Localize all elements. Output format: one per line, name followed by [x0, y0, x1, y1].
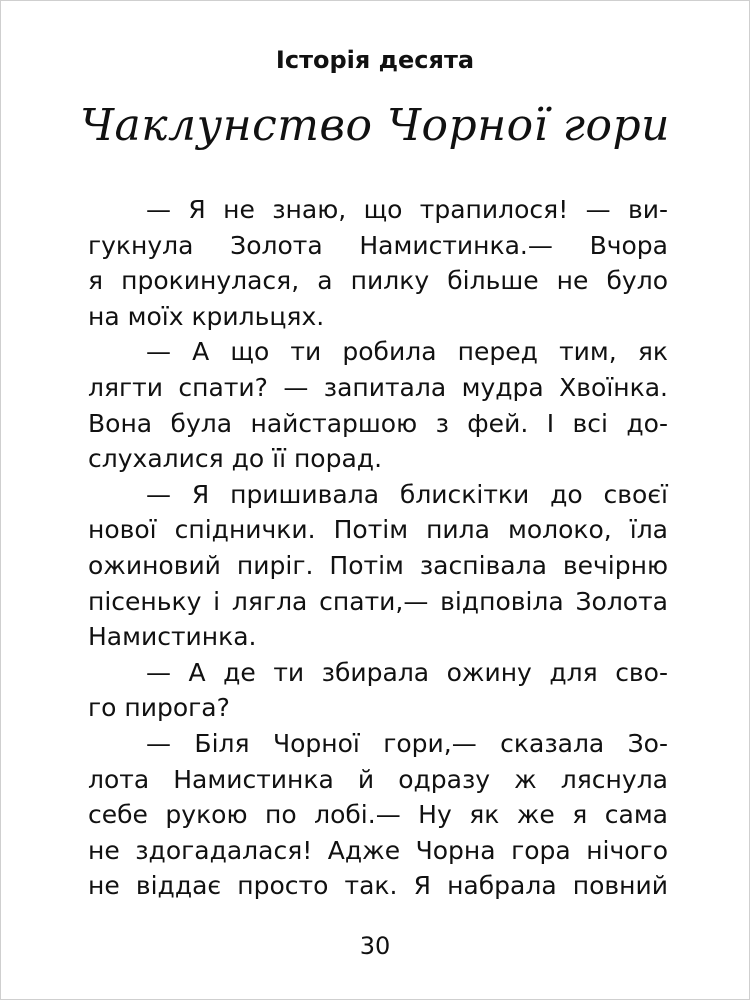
text-line: я прокинулася, а пилку більше не було	[88, 266, 668, 296]
text-line: — Я пришивала блискітки до своєї	[146, 479, 668, 509]
text-line: не віддає просто так. Я набрала повний	[88, 871, 668, 901]
text-line: себе рукою по лобі.— Ну як же я сама	[88, 800, 668, 830]
story-title: Чаклунство Чорної гори	[80, 100, 670, 151]
text-line: не здогадалася! Адже Чорна гора нічого	[88, 835, 668, 865]
text-line: на моїх крильцях.	[88, 301, 325, 331]
text-line: Вона була найстаршою з фей. І всі до-	[88, 408, 668, 438]
page-number: 30	[359, 932, 391, 960]
text-line: — А що ти робила перед тим, як	[146, 337, 668, 367]
text-line: слухалися до її порад.	[88, 444, 383, 474]
text-line: гукнула Золота Намистинка.— Вчора	[88, 230, 668, 260]
text-line: — Я не знаю, що трапилося! — ви-	[146, 195, 668, 224]
text-line: — А де ти збирала ожину для сво-	[146, 657, 668, 687]
text-line: ожиновий пиріг. Потім заспівала вечірню	[88, 550, 668, 580]
text-line: нової спіднички. Потім пила молоко, їла	[88, 515, 668, 545]
story-text	[88, 192, 668, 904]
text-line: — Біля Чорної гори,— сказала Зо-	[146, 728, 668, 758]
text-line: Намистинка.	[88, 622, 257, 652]
text-line: го пирога?	[88, 693, 230, 723]
text-line: пісеньку і лягла спати,— відповіла Золота	[88, 586, 668, 616]
text-line: лягти спати? — запитала мудра Хвоїнка.	[88, 372, 668, 402]
text-line: лота Намистинка й одразу ж ляснула	[88, 764, 668, 794]
story-label: Історія десята	[275, 46, 475, 74]
